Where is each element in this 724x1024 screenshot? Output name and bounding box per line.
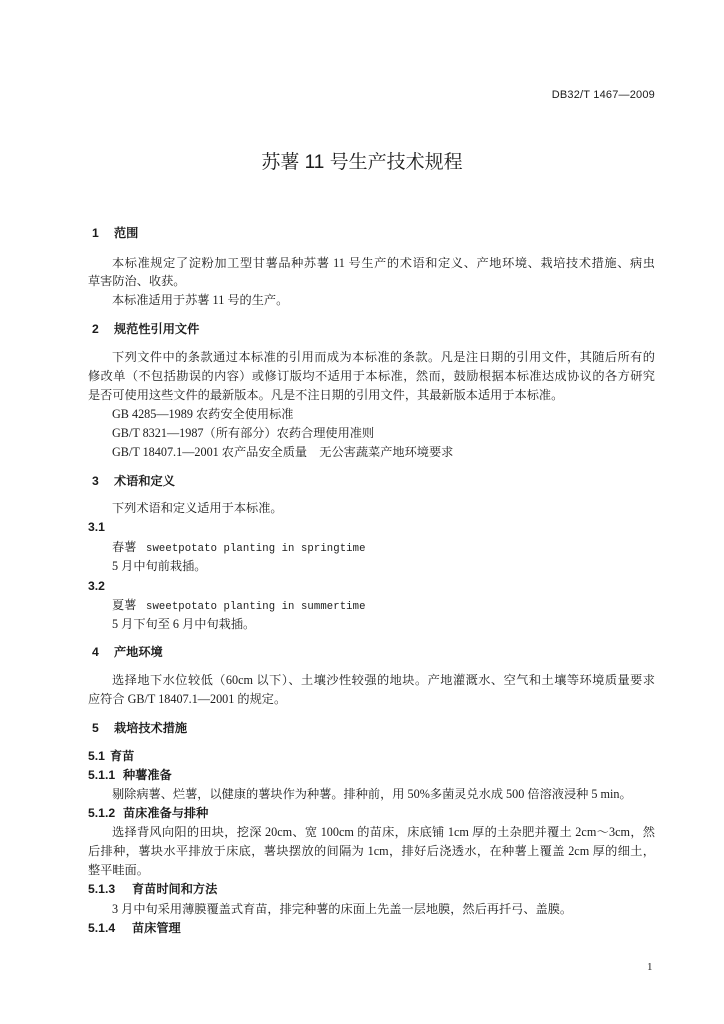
term-number: 3.1 [88, 520, 105, 534]
paragraph-line: 下列术语和定义适用于本标准。 [112, 501, 283, 515]
paragraph-line: 剔除病薯、烂薯，以健康的薯块作为种薯。排种前，用 50%多菌灵兑水成 500 倍溶液浸种 5 min。 [112, 787, 632, 801]
section-number: 4 [92, 645, 99, 659]
paragraph-line: 3 月中旬采用薄膜覆盖式育苗，排完种薯的床面上先盖一层地膜，然后再扦弓、盖膜。 [112, 902, 573, 916]
section-number: 3 [92, 474, 99, 488]
document-title: 苏薯 11 号生产技术规程 [261, 152, 463, 173]
reference-item: GB/T 18407.1—2001 农产品安全质量 无公害蔬菜产地环境要求 [112, 445, 454, 459]
section-title: 术语和定义 [114, 474, 175, 488]
paragraph-line: 下列文件中的条款通过本标准的引用而成为本标准的条款。凡是注日期的引用文件，其随后所有的 [112, 350, 655, 364]
subsection-title: 苗床准备与排种 [123, 806, 209, 820]
subsection-number: 5.1 [88, 749, 105, 763]
term-definition: 5 月下旬至 6 月中旬栽插。 [112, 617, 256, 631]
paragraph-line: 后排种，薯块水平排放于床底，薯块摆放的间隔为 1cm，排好后浇透水，在种薯上覆盖 2cm 厚的细土， [88, 844, 655, 858]
subsection-number: 5.1.1 [88, 768, 116, 782]
subsection-number: 5.1.4 [88, 921, 116, 935]
paragraph-line: 应符合 GB/T 18407.1—2001 的规定。 [88, 692, 287, 706]
paragraph-line: 选择地下水位较低（60cm 以下）、土壤沙性较强的地块。产地灌溉水、空气和土壤等环境质量要求 [112, 673, 655, 687]
term-entry [112, 539, 366, 557]
section-5-heading [92, 720, 187, 736]
subsection-5-1-4-heading [88, 920, 181, 936]
term-english: sweetpotato planting in summertime [146, 601, 366, 613]
subsection-number: 5.1.3 [88, 882, 116, 896]
paragraph-line: 修改单（不包括勘误的内容）或修订版均不适用于本标准，然而，鼓励根据本标准达成协议的各方研究 [88, 369, 655, 383]
paragraph-line: 整平畦面。 [88, 863, 149, 877]
term-definition: 5 月中旬前栽插。 [112, 559, 207, 573]
subsection-5-1-heading [88, 748, 134, 764]
paragraph-line: 本标准适用于苏薯 11 号的生产。 [112, 293, 289, 307]
subsection-title: 苗床管理 [132, 921, 181, 935]
standard-code: DB32/T 1467—2009 [551, 89, 655, 101]
term-number: 3.2 [88, 579, 105, 593]
reference-item: GB/T 8321—1987（所有部分）农药合理使用准则 [112, 426, 375, 440]
section-3-heading [92, 473, 175, 489]
term-english: sweetpotato planting in springtime [146, 543, 366, 555]
section-4-heading [92, 644, 163, 660]
section-title: 范围 [114, 226, 139, 240]
section-2-heading [92, 321, 199, 337]
subsection-5-1-1-heading [88, 767, 172, 783]
section-title: 栽培技术措施 [114, 721, 188, 735]
section-number: 5 [92, 721, 99, 735]
subsection-title: 种薯准备 [123, 768, 172, 782]
section-number: 1 [92, 226, 99, 240]
term-chinese: 春薯 [112, 540, 137, 554]
subsection-number: 5.1.2 [88, 806, 116, 820]
subsection-5-1-2-heading [88, 805, 208, 821]
paragraph-line: 选择背风向阳的田块，挖深 20cm、宽 100cm 的苗床，床底铺 1cm 厚的土杂肥并覆土 2cm～3cm，然 [112, 825, 655, 839]
section-1-heading [92, 225, 138, 241]
page-number: 1 [647, 961, 653, 973]
subsection-title: 育苗时间和方法 [132, 882, 218, 896]
section-title: 规范性引用文件 [114, 322, 200, 336]
subsection-5-1-3-heading [88, 881, 217, 897]
section-number: 2 [92, 322, 99, 336]
section-title: 产地环境 [114, 645, 163, 659]
paragraph-line: 是否可使用这些文件的最新版本。凡是不注日期的引用文件，其最新版本适用于本标准。 [88, 388, 564, 402]
term-chinese: 夏薯 [112, 598, 137, 612]
reference-item: GB 4285—1989 农药安全使用标准 [112, 407, 294, 421]
paragraph-line: 本标准规定了淀粉加工型甘薯品种苏薯 11 号生产的术语和定义、产地环境、栽培技术措施、病虫 [112, 256, 655, 270]
term-entry [112, 597, 366, 615]
subsection-title: 育苗 [110, 749, 135, 763]
paragraph-line: 草害防治、收获。 [88, 274, 186, 288]
